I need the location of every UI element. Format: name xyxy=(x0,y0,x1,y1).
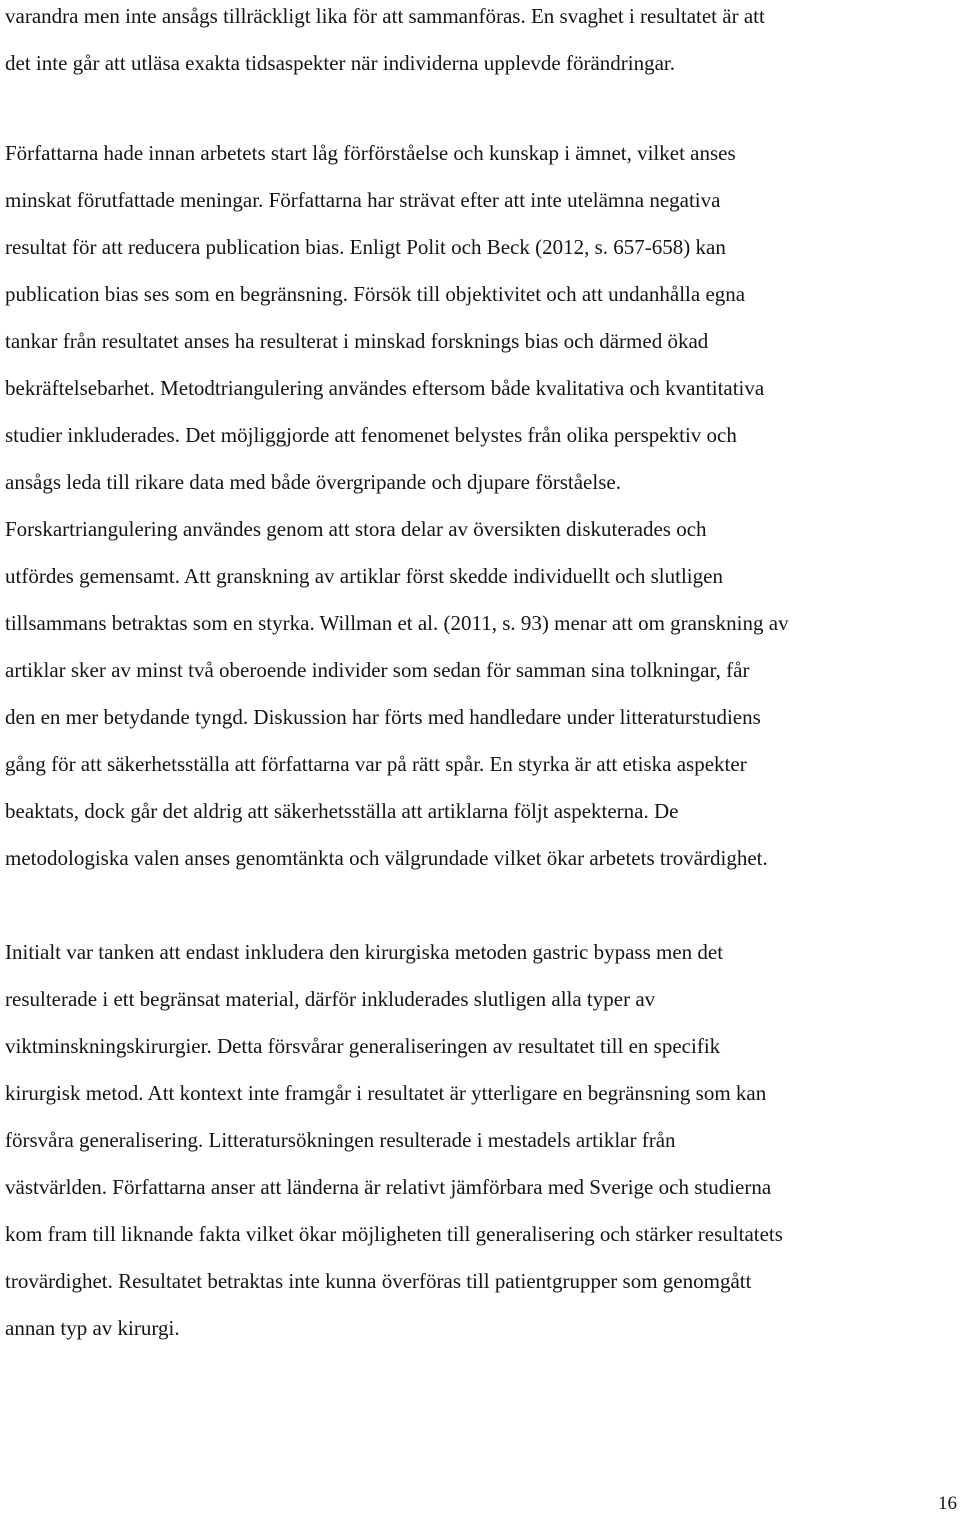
text-line: resulterade i ett begränsat material, därför inkluderades slutligen alla typer av xyxy=(5,987,656,1011)
text-line: tankar från resultatet anses ha resulterat i minskad forsknings bias och därmed ökad xyxy=(5,329,709,353)
text-line: minskat förutfattade meningar. Författarna har strävat efter att inte utelämna negativa xyxy=(5,188,721,212)
paragraph-2 xyxy=(5,130,789,882)
text-line: annan typ av kirurgi. xyxy=(5,1316,180,1340)
text-line: beaktats, dock går det aldrig att säkerhetsställa att artiklarna följt aspekterna. De xyxy=(5,799,679,823)
paragraph-1 xyxy=(5,0,765,87)
text-line: utfördes gemensamt. Att granskning av artiklar först skedde individuellt och slutligen xyxy=(5,564,723,588)
text-line: Forskartriangulering användes genom att stora delar av översikten diskuterades och xyxy=(5,517,707,541)
text-line: det inte går att utläsa exakta tidsaspekter när individerna upplevde förändringar. xyxy=(5,51,676,75)
text-line: ansågs leda till rikare data med både övergripande och djupare förståelse. xyxy=(5,470,621,494)
text-line: publication bias ses som en begränsning. Försök till objektivitet och att undanhålla egna xyxy=(5,282,746,306)
text-line: Initialt var tanken att endast inkludera den kirurgiska metoden gastric bypass men det xyxy=(5,940,724,964)
text-line: metodologiska valen anses genomtänkta och välgrundade vilket ökar arbetets trovärdighet. xyxy=(5,846,768,870)
text-line: trovärdighet. Resultatet betraktas inte kunna överföras till patientgrupper som genomgått xyxy=(5,1269,752,1293)
text-line: resultat för att reducera publication bias. Enligt Polit och Beck (2012, s. 657-658) kan xyxy=(5,235,726,259)
text-line: kirurgisk metod. Att kontext inte framgår i resultatet är ytterligare en begränsning som kan xyxy=(5,1081,767,1105)
text-line: kom fram till liknande fakta vilket ökar möjligheten till generalisering och stärker resultatets xyxy=(5,1222,783,1246)
text-line: bekräftelsebarhet. Metodtriangulering användes eftersom både kvalitativa och kvantitativa xyxy=(5,376,765,400)
text-line: studier inkluderades. Det möjliggjorde att fenomenet belystes från olika perspektiv och xyxy=(5,423,737,447)
text-line: Författarna hade innan arbetets start låg förförståelse och kunskap i ämnet, vilket anses xyxy=(5,141,736,165)
paragraph-3 xyxy=(5,929,783,1352)
page-number: 16 xyxy=(938,1493,957,1514)
text-line: artiklar sker av minst två oberoende individer som sedan för samman sina tolkningar, får xyxy=(5,658,750,682)
text-line: den en mer betydande tyngd. Diskussion har förts med handledare under litteraturstudiens xyxy=(5,705,761,729)
text-line: västvärlden. Författarna anser att länderna är relativt jämförbara med Sverige och studierna xyxy=(5,1175,772,1199)
text-line: tillsammans betraktas som en styrka. Willman et al. (2011, s. 93) menar att om granskning av xyxy=(5,611,789,635)
text-line: försvåra generalisering. Litteratursökningen resulterade i mestadels artiklar från xyxy=(5,1128,676,1152)
text-line: varandra men inte ansågs tillräckligt lika för att sammanföras. En svaghet i resultatet är att xyxy=(5,4,765,28)
text-line: viktminskningskirurgier. Detta försvårar generaliseringen av resultatet till en specifik xyxy=(5,1034,721,1058)
text-line: gång för att säkerhetsställa att författarna var på rätt spår. En styrka är att etiska aspekter xyxy=(5,752,747,776)
